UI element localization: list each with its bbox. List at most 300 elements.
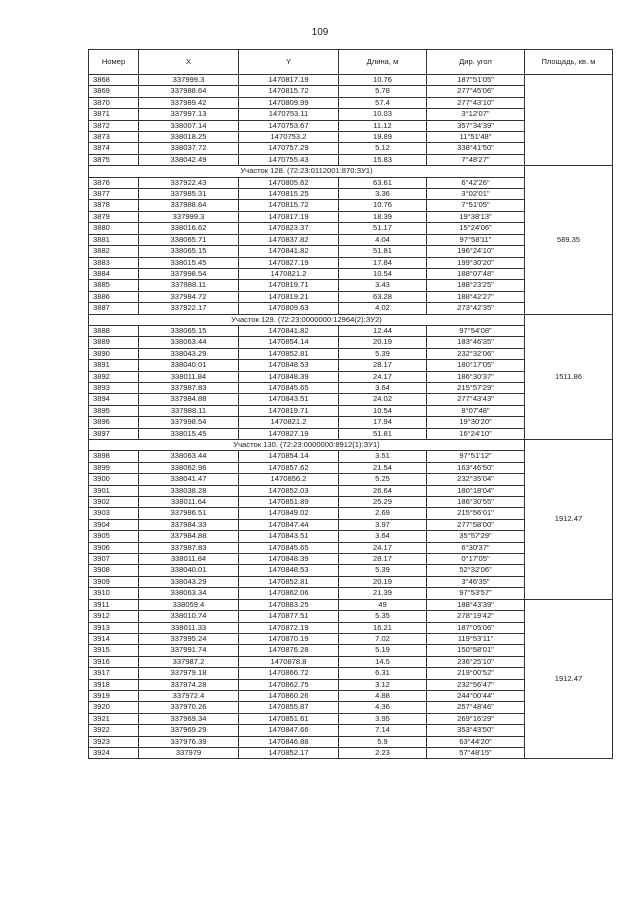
length-value: 49 — [339, 599, 427, 610]
point-number: 3921 — [89, 713, 139, 724]
y-coordinate: 1470753.67 — [239, 120, 339, 131]
bearing-value: 232°56'47" — [427, 679, 525, 690]
x-coordinate: 338065.15 — [139, 325, 239, 336]
length-value: 20.19 — [339, 337, 427, 348]
y-coordinate: 1470845.65 — [239, 542, 339, 553]
point-number: 3916 — [89, 656, 139, 667]
bearing-value: 215°56'01" — [427, 508, 525, 519]
point-number: 3868 — [89, 75, 139, 86]
point-number: 3872 — [89, 120, 139, 131]
length-value: 51.17 — [339, 223, 427, 234]
point-number: 3914 — [89, 633, 139, 644]
length-value: 21.54 — [339, 462, 427, 473]
length-value: 4.02 — [339, 303, 427, 314]
length-value: 2.23 — [339, 747, 427, 758]
bearing-value: 16°24'10" — [427, 428, 525, 439]
point-number: 3891 — [89, 360, 139, 371]
x-coordinate: 337984.88 — [139, 531, 239, 542]
point-number: 3871 — [89, 109, 139, 120]
point-number: 3892 — [89, 371, 139, 382]
x-coordinate: 337969.29 — [139, 725, 239, 736]
y-coordinate: 1470845.65 — [239, 382, 339, 393]
length-value: 20.19 — [339, 576, 427, 587]
x-coordinate: 337998.54 — [139, 417, 239, 428]
y-coordinate: 1470837.82 — [239, 234, 339, 245]
length-value: 17.94 — [339, 417, 427, 428]
x-coordinate: 338040.01 — [139, 360, 239, 371]
bearing-value: 186°30'37" — [427, 371, 525, 382]
bearing-value: 97°58'11" — [427, 234, 525, 245]
bearing-value: 97°51'12" — [427, 451, 525, 462]
point-number: 3903 — [89, 508, 139, 519]
bearing-value: 188°43'39" — [427, 599, 525, 610]
y-coordinate: 1470809.63 — [239, 303, 339, 314]
y-coordinate: 1470878.8 — [239, 656, 339, 667]
bearing-value: 277°58'00" — [427, 519, 525, 530]
y-coordinate: 1470757.29 — [239, 143, 339, 154]
y-coordinate: 1470851.61 — [239, 713, 339, 724]
length-value: 63.28 — [339, 291, 427, 302]
point-number: 3895 — [89, 405, 139, 416]
y-coordinate: 1470877.51 — [239, 611, 339, 622]
point-number: 3910 — [89, 588, 139, 599]
y-coordinate: 1470848.39 — [239, 554, 339, 565]
y-coordinate: 1470860.26 — [239, 690, 339, 701]
y-coordinate: 1470848.53 — [239, 565, 339, 576]
bearing-value: 180°18'04" — [427, 485, 525, 496]
length-value: 5.39 — [339, 565, 427, 576]
bearing-value: 119°53'11" — [427, 633, 525, 644]
length-value: 16.21 — [339, 622, 427, 633]
bearing-value: 357°34'39" — [427, 120, 525, 131]
x-coordinate: 338040.01 — [139, 565, 239, 576]
x-coordinate: 337985.31 — [139, 189, 239, 200]
y-coordinate: 1470817.19 — [239, 211, 339, 222]
point-number: 3907 — [89, 554, 139, 565]
y-coordinate: 1470753.2 — [239, 132, 339, 143]
length-value: 5.12 — [339, 143, 427, 154]
bearing-value: 188°42'27" — [427, 291, 525, 302]
point-number: 3884 — [89, 268, 139, 279]
x-coordinate: 338041.47 — [139, 474, 239, 485]
x-coordinate: 338016.62 — [139, 223, 239, 234]
y-coordinate: 1470854.14 — [239, 337, 339, 348]
bearing-value: 19°30'20" — [427, 417, 525, 428]
coordinates-table — [88, 49, 613, 759]
bearing-value: 187°51'05" — [427, 75, 525, 86]
area-value — [525, 75, 613, 166]
point-number: 3900 — [89, 474, 139, 485]
length-value: 24.17 — [339, 542, 427, 553]
y-coordinate: 1470851.89 — [239, 497, 339, 508]
bearing-value: 277°43'43" — [427, 394, 525, 405]
length-value: 25.29 — [339, 497, 427, 508]
y-coordinate: 1470862.75 — [239, 679, 339, 690]
x-coordinate: 338059.4 — [139, 599, 239, 610]
y-coordinate: 1470843.51 — [239, 394, 339, 405]
y-coordinate: 1470852.03 — [239, 485, 339, 496]
length-value: 24.17 — [339, 371, 427, 382]
bearing-value: 196°24'10" — [427, 246, 525, 257]
point-number: 3908 — [89, 565, 139, 576]
header-bearing: Дир. угол — [427, 50, 525, 75]
y-coordinate: 1470753.11 — [239, 109, 339, 120]
length-value: 6.31 — [339, 668, 427, 679]
point-number: 3923 — [89, 736, 139, 747]
bearing-value: 277°43'10" — [427, 97, 525, 108]
point-number: 3901 — [89, 485, 139, 496]
x-coordinate: 337989.42 — [139, 97, 239, 108]
area-value: 589.35 — [525, 166, 613, 314]
length-value: 3.12 — [339, 679, 427, 690]
bearing-value: 219°00'52" — [427, 668, 525, 679]
point-number: 3924 — [89, 747, 139, 758]
y-coordinate: 1470809.99 — [239, 97, 339, 108]
point-number: 3887 — [89, 303, 139, 314]
y-coordinate: 1470847.66 — [239, 725, 339, 736]
bearing-value: 186°30'55" — [427, 497, 525, 508]
length-value: 5.78 — [339, 86, 427, 97]
x-coordinate: 337976.39 — [139, 736, 239, 747]
bearing-value: 273°42'35" — [427, 303, 525, 314]
point-number: 3870 — [89, 97, 139, 108]
length-value: 19.89 — [339, 132, 427, 143]
bearing-value: 3°02'01" — [427, 189, 525, 200]
bearing-value: 3°12'07" — [427, 109, 525, 120]
x-coordinate: 338015.45 — [139, 428, 239, 439]
bearing-value: 278°19'42" — [427, 611, 525, 622]
x-coordinate: 337969.34 — [139, 713, 239, 724]
point-number: 3883 — [89, 257, 139, 268]
x-coordinate: 338065.71 — [139, 234, 239, 245]
length-value: 7.14 — [339, 725, 427, 736]
y-coordinate: 1470819.71 — [239, 405, 339, 416]
y-coordinate: 1470883.25 — [239, 599, 339, 610]
length-value: 4.88 — [339, 690, 427, 701]
length-value: 57.4 — [339, 97, 427, 108]
x-coordinate: 337984.88 — [139, 394, 239, 405]
y-coordinate: 1470848.53 — [239, 360, 339, 371]
x-coordinate: 337987.83 — [139, 542, 239, 553]
point-number: 3873 — [89, 132, 139, 143]
point-number: 3919 — [89, 690, 139, 701]
x-coordinate: 337970.26 — [139, 702, 239, 713]
point-number: 3869 — [89, 86, 139, 97]
point-number: 3888 — [89, 325, 139, 336]
table-header-row — [89, 50, 613, 75]
table-row — [89, 75, 613, 86]
bearing-value: 97°53'57" — [427, 588, 525, 599]
point-number: 3909 — [89, 576, 139, 587]
length-value: 28.17 — [339, 360, 427, 371]
area-value: 1912.47 — [525, 599, 613, 759]
bearing-value: 232°32'06" — [427, 348, 525, 359]
length-value: 14.5 — [339, 656, 427, 667]
y-coordinate: 1470805.62 — [239, 177, 339, 188]
y-coordinate: 1470841.82 — [239, 325, 339, 336]
y-coordinate: 1470815.72 — [239, 200, 339, 211]
point-number: 3877 — [89, 189, 139, 200]
bearing-value: 6°30'37" — [427, 542, 525, 553]
bearing-value: 353°43'50" — [427, 725, 525, 736]
bearing-value: 244°00'44" — [427, 690, 525, 701]
y-coordinate: 1470862.06 — [239, 588, 339, 599]
point-number: 3918 — [89, 679, 139, 690]
bearing-value: 338°41'50" — [427, 143, 525, 154]
length-value: 3.97 — [339, 519, 427, 530]
bearing-value: 8°07'48" — [427, 405, 525, 416]
length-value: 3.64 — [339, 382, 427, 393]
point-number: 3889 — [89, 337, 139, 348]
x-coordinate: 337974.28 — [139, 679, 239, 690]
header-number: Номер — [89, 50, 139, 75]
x-coordinate: 337979 — [139, 747, 239, 758]
header-length: Длина, м — [339, 50, 427, 75]
point-number: 3879 — [89, 211, 139, 222]
x-coordinate: 337995.24 — [139, 633, 239, 644]
bearing-value: 277°45'06" — [427, 86, 525, 97]
point-number: 3874 — [89, 143, 139, 154]
length-value: 15.83 — [339, 154, 427, 165]
length-value: 3.43 — [339, 280, 427, 291]
y-coordinate: 1470815.25 — [239, 189, 339, 200]
y-coordinate: 1470823.37 — [239, 223, 339, 234]
point-number: 3912 — [89, 611, 139, 622]
length-value: 5.25 — [339, 474, 427, 485]
x-coordinate: 337988.64 — [139, 86, 239, 97]
y-coordinate: 1470815.72 — [239, 86, 339, 97]
bearing-value: 52°32'06" — [427, 565, 525, 576]
y-coordinate: 1470852.81 — [239, 576, 339, 587]
x-coordinate: 337972.4 — [139, 690, 239, 701]
section-title: Участок 130. (72:23:0000000:8912(1):ЗУ1) — [89, 440, 525, 451]
y-coordinate: 1470843.51 — [239, 531, 339, 542]
x-coordinate: 338043.29 — [139, 576, 239, 587]
bearing-value: 269°16'29" — [427, 713, 525, 724]
bearing-value: 163°46'50" — [427, 462, 525, 473]
bearing-value: 0°17'05" — [427, 554, 525, 565]
bearing-value: 183°46'35" — [427, 337, 525, 348]
length-value: 26.64 — [339, 485, 427, 496]
bearing-value: 180°17'05" — [427, 360, 525, 371]
point-number: 3911 — [89, 599, 139, 610]
bearing-value: 15°24'06" — [427, 223, 525, 234]
length-value: 10.76 — [339, 75, 427, 86]
length-value: 24.02 — [339, 394, 427, 405]
x-coordinate: 337998.54 — [139, 268, 239, 279]
y-coordinate: 1470827.19 — [239, 257, 339, 268]
x-coordinate: 338011.84 — [139, 371, 239, 382]
x-coordinate: 337988.11 — [139, 405, 239, 416]
x-coordinate: 337922.43 — [139, 177, 239, 188]
area-value: 1511.86 — [525, 314, 613, 439]
y-coordinate: 1470841.82 — [239, 246, 339, 257]
length-value: 4.04 — [339, 234, 427, 245]
y-coordinate: 1470847.44 — [239, 519, 339, 530]
x-coordinate: 338042.49 — [139, 154, 239, 165]
length-value: 3.64 — [339, 531, 427, 542]
point-number: 3897 — [89, 428, 139, 439]
point-number: 3920 — [89, 702, 139, 713]
y-coordinate: 1470821.2 — [239, 417, 339, 428]
bearing-value: 7°48'27" — [427, 154, 525, 165]
x-coordinate: 338011.33 — [139, 622, 239, 633]
point-number: 3917 — [89, 668, 139, 679]
x-coordinate: 337997.13 — [139, 109, 239, 120]
bearing-value: 97°54'08" — [427, 325, 525, 336]
bearing-value: 57°48'15" — [427, 747, 525, 758]
table-row — [89, 599, 613, 610]
point-number: 3894 — [89, 394, 139, 405]
bearing-value: 63°44'20" — [427, 736, 525, 747]
length-value: 4.36 — [339, 702, 427, 713]
x-coordinate: 337999.3 — [139, 211, 239, 222]
point-number: 3880 — [89, 223, 139, 234]
bearing-value: 257°48'46" — [427, 702, 525, 713]
point-number: 3886 — [89, 291, 139, 302]
point-number: 3915 — [89, 645, 139, 656]
header-x: X — [139, 50, 239, 75]
header-y: Y — [239, 50, 339, 75]
y-coordinate: 1470866.72 — [239, 668, 339, 679]
point-number: 3898 — [89, 451, 139, 462]
y-coordinate: 1470827.19 — [239, 428, 339, 439]
section-title: Участок 128. (72:23:0112001:870:ЗУ1) — [89, 166, 525, 177]
y-coordinate: 1470755.43 — [239, 154, 339, 165]
point-number: 3882 — [89, 246, 139, 257]
section-row — [89, 440, 613, 451]
length-value: 2.69 — [339, 508, 427, 519]
point-number: 3890 — [89, 348, 139, 359]
length-value: 10.54 — [339, 405, 427, 416]
section-row — [89, 166, 613, 177]
page-number: 109 — [311, 27, 329, 38]
length-value: 28.17 — [339, 554, 427, 565]
point-number: 3905 — [89, 531, 139, 542]
point-number: 3922 — [89, 725, 139, 736]
x-coordinate: 338007.14 — [139, 120, 239, 131]
bearing-value: 187°05'06" — [427, 622, 525, 633]
x-coordinate: 338011.64 — [139, 497, 239, 508]
x-coordinate: 338037.72 — [139, 143, 239, 154]
x-coordinate: 338065.15 — [139, 246, 239, 257]
x-coordinate: 337979.18 — [139, 668, 239, 679]
point-number: 3876 — [89, 177, 139, 188]
x-coordinate: 337991.74 — [139, 645, 239, 656]
x-coordinate: 338038.28 — [139, 485, 239, 496]
point-number: 3902 — [89, 497, 139, 508]
length-value: 10.76 — [339, 200, 427, 211]
x-coordinate: 338043.29 — [139, 348, 239, 359]
x-coordinate: 337984.72 — [139, 291, 239, 302]
bearing-value: 188°07'48" — [427, 268, 525, 279]
length-value: 10.03 — [339, 109, 427, 120]
y-coordinate: 1470821.2 — [239, 268, 339, 279]
point-number: 3893 — [89, 382, 139, 393]
length-value: 5.39 — [339, 348, 427, 359]
y-coordinate: 1470856.2 — [239, 474, 339, 485]
bearing-value: 215°57'29" — [427, 382, 525, 393]
x-coordinate: 337999.3 — [139, 75, 239, 86]
bearing-value: 7°51'05" — [427, 200, 525, 211]
point-number: 3878 — [89, 200, 139, 211]
length-value: 10.54 — [339, 268, 427, 279]
length-value: 3.95 — [339, 713, 427, 724]
y-coordinate: 1470846.88 — [239, 736, 339, 747]
x-coordinate: 338063.44 — [139, 337, 239, 348]
y-coordinate: 1470870.19 — [239, 633, 339, 644]
x-coordinate: 337987.2 — [139, 656, 239, 667]
x-coordinate: 337984.33 — [139, 519, 239, 530]
bearing-value: 19°38'13" — [427, 211, 525, 222]
area-value: 1912.47 — [525, 440, 613, 600]
y-coordinate: 1470819.71 — [239, 280, 339, 291]
bearing-value: 232°35'04" — [427, 474, 525, 485]
bearing-value: 150°58'01" — [427, 645, 525, 656]
bearing-value: 199°30'20" — [427, 257, 525, 268]
x-coordinate: 338062.96 — [139, 462, 239, 473]
length-value: 12.44 — [339, 325, 427, 336]
section-row — [89, 314, 613, 325]
length-value: 7.02 — [339, 633, 427, 644]
length-value: 11.12 — [339, 120, 427, 131]
x-coordinate: 338010.74 — [139, 611, 239, 622]
x-coordinate: 337922.17 — [139, 303, 239, 314]
point-number: 3875 — [89, 154, 139, 165]
bearing-value: 236°25'10" — [427, 656, 525, 667]
x-coordinate: 338011.84 — [139, 554, 239, 565]
y-coordinate: 1470857.62 — [239, 462, 339, 473]
y-coordinate: 1470854.14 — [239, 451, 339, 462]
y-coordinate: 1470872.19 — [239, 622, 339, 633]
point-number: 3881 — [89, 234, 139, 245]
point-number: 3899 — [89, 462, 139, 473]
header-area: Площадь, кв. м — [525, 50, 613, 75]
length-value: 63.61 — [339, 177, 427, 188]
section-title: Участок 129. (72:23:0000000:12964(2):ЗУ2) — [89, 314, 525, 325]
length-value: 17.84 — [339, 257, 427, 268]
length-value: 21.39 — [339, 588, 427, 599]
x-coordinate: 337986.51 — [139, 508, 239, 519]
bearing-value: 6°42'26" — [427, 177, 525, 188]
point-number: 3904 — [89, 519, 139, 530]
length-value: 3.36 — [339, 189, 427, 200]
point-number: 3896 — [89, 417, 139, 428]
x-coordinate: 337988.11 — [139, 280, 239, 291]
length-value: 18.39 — [339, 211, 427, 222]
bearing-value: 11°51'48" — [427, 132, 525, 143]
length-value: 3.51 — [339, 451, 427, 462]
bearing-value: 3°46'35" — [427, 576, 525, 587]
y-coordinate: 1470876.28 — [239, 645, 339, 656]
length-value: 5.19 — [339, 645, 427, 656]
x-coordinate: 337987.83 — [139, 382, 239, 393]
y-coordinate: 1470817.19 — [239, 75, 339, 86]
y-coordinate: 1470819.21 — [239, 291, 339, 302]
y-coordinate: 1470852.81 — [239, 348, 339, 359]
length-value: 5.9 — [339, 736, 427, 747]
x-coordinate: 337988.64 — [139, 200, 239, 211]
length-value: 51.81 — [339, 428, 427, 439]
length-value: 5.35 — [339, 611, 427, 622]
y-coordinate: 1470852.17 — [239, 747, 339, 758]
y-coordinate: 1470855.87 — [239, 702, 339, 713]
length-value: 51.81 — [339, 246, 427, 257]
y-coordinate: 1470848.39 — [239, 371, 339, 382]
x-coordinate: 338063.44 — [139, 451, 239, 462]
point-number: 3913 — [89, 622, 139, 633]
y-coordinate: 1470849.02 — [239, 508, 339, 519]
